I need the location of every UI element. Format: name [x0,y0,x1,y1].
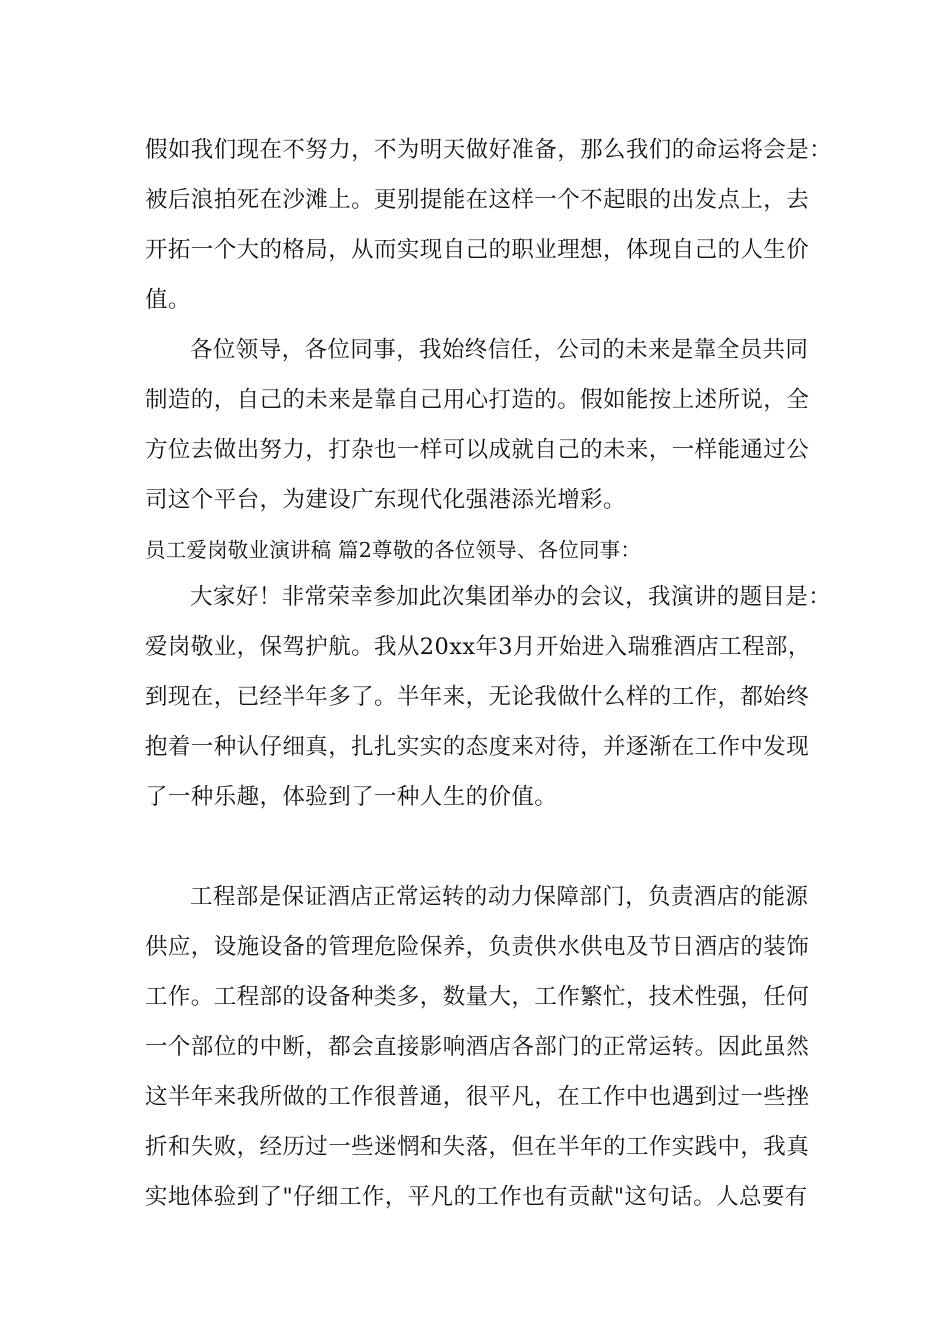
paragraph-3-line-4: 抱着一种认仔细真，扎扎实实的态度来对待，并逐渐在工作中发现 [145,734,810,760]
paragraph-4-line-7: 实地体验到了"仔细工作，平凡的工作也有贡献"这句话。人总要有 [145,1184,808,1210]
paragraph-3-line-1: 大家好！非常荣幸参加此次集团举办的会议，我演讲的题目是： [190,584,832,610]
paragraph-4-line-6: 折和失败，经历过一些迷惘和失落，但在半年的工作实践中，我真 [145,1134,810,1160]
paragraph-1-line-1: 假如我们现在不努力，不为明天做好准备，那么我们的命运将会是： [145,137,833,163]
paragraph-2-line-1: 各位领导，各位同事，我始终信任，公司的未来是靠全员共同 [190,337,809,363]
paragraph-3-line-3: 到现在，已经半年多了。半年来，无论我做什么样的工作，都始终 [145,684,810,710]
paragraph-4-line-5: 这半年来我所做的工作很普通，很平凡，在工作中也遇到过一些挫 [145,1084,810,1110]
paragraph-2-line-4: 司这个平台，为建设广东现代化强港添光增彩。 [145,487,626,513]
paragraph-4-line-4: 一个部位的中断，都会直接影响酒店各部门的正常运转。因此虽然 [145,1034,810,1060]
section-heading: 员工爱岗敬业演讲稿 篇2尊敬的各位领导、各位同事： [145,538,642,562]
paragraph-1-line-4: 值。 [145,287,191,313]
paragraph-3-line-2: 爱岗敬业，保驾护航。我从20xx年3月开始进入瑞雅酒店工程部， [145,634,811,660]
paragraph-4-line-3: 工作。工程部的设备种类多，数量大，工作繁忙，技术性强，任何 [145,984,810,1010]
paragraph-4-line-2: 供应，设施设备的管理危险保养，负责供水供电及节日酒店的装饰 [145,934,810,960]
paragraph-1-line-2: 被后浪拍死在沙滩上。更别提能在这样一个不起眼的出发点上，去 [145,187,810,213]
paragraph-2-line-2: 制造的，自己的未来是靠自己用心打造的。假如能按上述所说，全 [145,387,810,413]
paragraph-1-line-3: 开拓一个大的格局，从而实现自己的职业理想，体现自己的人生价 [145,237,810,263]
paragraph-4-line-1: 工程部是保证酒店正常运转的动力保障部门，负责酒店的能源 [190,884,809,910]
paragraph-2-line-3: 方位去做出努力，打杂也一样可以成就自己的未来，一样能通过公 [145,437,810,463]
paragraph-3-line-5: 了一种乐趣，体验到了一种人生的价值。 [145,784,558,810]
